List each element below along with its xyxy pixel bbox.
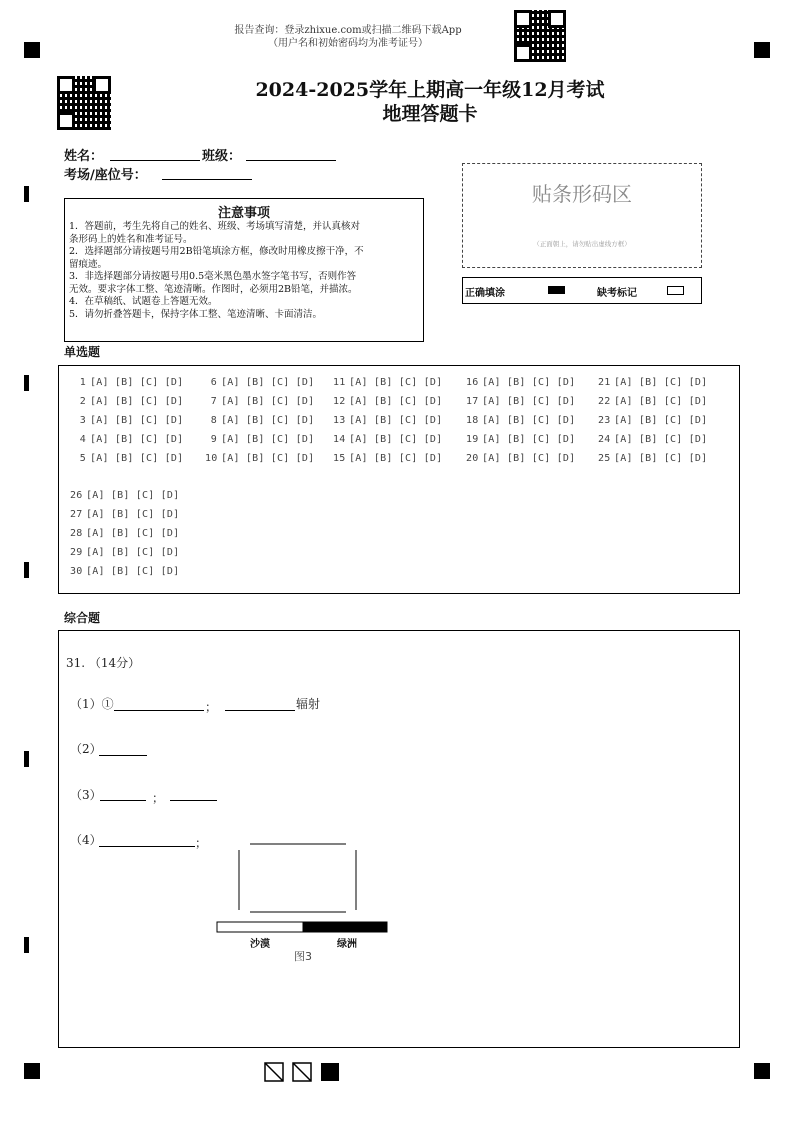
bottom-marks: [264, 1062, 344, 1084]
answer-options[interactable]: [A] [B] [C] [D]: [221, 434, 315, 445]
answer-options[interactable]: [A] [B] [C] [D]: [90, 396, 184, 407]
answer-options[interactable]: [A] [B] [C] [D]: [86, 547, 180, 558]
answer-options[interactable]: [A] [B] [C] [D]: [614, 415, 708, 426]
question-row[interactable]: [74, 453, 183, 464]
question-row[interactable]: [70, 490, 179, 501]
correct-fill-label: 正确填涂: [465, 288, 505, 299]
question-row[interactable]: [74, 396, 183, 407]
notice-item: 4．在草稿纸、试题卷上答题无效。: [69, 296, 218, 307]
answer-options[interactable]: [A] [B] [C] [D]: [349, 453, 443, 464]
question-number: 27: [70, 509, 83, 520]
question-row[interactable]: [205, 396, 314, 407]
report-query-note: [200, 24, 496, 50]
question-row[interactable]: [70, 528, 179, 539]
figure-label-oasis: 绿洲: [337, 939, 357, 950]
title-line2: 地理答题卡: [382, 103, 478, 125]
part-2-label: （2）: [70, 742, 102, 756]
timing-mark: [24, 186, 29, 202]
registration-mark-bottom-right: [754, 1063, 770, 1079]
question-row[interactable]: [205, 453, 314, 464]
answer-options[interactable]: [A] [B] [C] [D]: [482, 396, 576, 407]
comprehensive-label: 综合题: [64, 611, 101, 625]
question-number: 3: [79, 415, 86, 426]
question-row[interactable]: [333, 415, 442, 426]
question-row[interactable]: [333, 434, 442, 445]
question-row[interactable]: [74, 415, 183, 426]
class-label: 班级：: [202, 149, 242, 164]
correct-fill-sample: [548, 286, 565, 294]
notice-item: 3．非选择题部分请按题号用0.5毫米黑色墨水签字笔书写，否则作答: [69, 271, 357, 282]
question-number: 20: [466, 453, 479, 464]
registration-mark-top-right: [754, 42, 770, 58]
page-title: [180, 78, 680, 126]
question-row[interactable]: [74, 377, 183, 388]
question-number: 1: [79, 377, 86, 388]
question-number: 9: [210, 434, 217, 445]
figure-caption: 图3: [294, 950, 312, 963]
question-row[interactable]: [205, 434, 314, 445]
question-row[interactable]: [74, 434, 183, 445]
notice-item: 2．选择题部分请按题号用2B铅笔填涂方框，修改时用橡皮擦干净，不: [69, 246, 364, 257]
part-1-suffix: 辐射: [296, 697, 321, 711]
question-row[interactable]: [598, 396, 707, 407]
notice-item: 1．答题前，考生先将自己的姓名、班级、考场填写清楚，并认真核对: [69, 221, 361, 232]
question-row[interactable]: [466, 377, 575, 388]
question-row[interactable]: [70, 566, 179, 577]
answer-options[interactable]: [A] [B] [C] [D]: [349, 377, 443, 388]
question-row[interactable]: [333, 453, 442, 464]
part-1-separator: ；: [205, 700, 218, 714]
title-line1: 2024-2025学年上期高一年级12月考试: [255, 79, 605, 101]
answer-options[interactable]: [A] [B] [C] [D]: [221, 415, 315, 426]
question-number: 29: [70, 547, 83, 558]
answer-options[interactable]: [A] [B] [C] [D]: [482, 453, 576, 464]
question-row[interactable]: [598, 434, 707, 445]
part-3-label: （3）: [70, 788, 102, 802]
question-row[interactable]: [70, 547, 179, 558]
answer-options[interactable]: [A] [B] [C] [D]: [482, 434, 576, 445]
question-number: 15: [333, 453, 346, 464]
question-number: 8: [210, 415, 217, 426]
notice-box: [64, 198, 424, 342]
question-row[interactable]: [205, 415, 314, 426]
answer-options[interactable]: [A] [B] [C] [D]: [349, 396, 443, 407]
notice-item: 条形码上的姓名和准考证号。: [69, 233, 193, 245]
notice-item: 5．请勿折叠答题卡，保持字体工整、笔迹清晰、卡面清洁。: [69, 308, 323, 320]
barcode-area: [462, 163, 702, 268]
question-number: 30: [70, 566, 83, 577]
answer-options[interactable]: [A] [B] [C] [D]: [349, 415, 443, 426]
question-number: 22: [598, 396, 611, 407]
question-row[interactable]: [598, 377, 707, 388]
question-31-title: 31. （14分）: [66, 656, 141, 670]
question-number: 21: [598, 377, 611, 388]
answer-options[interactable]: [A] [B] [C] [D]: [90, 434, 184, 445]
question-number: 18: [466, 415, 479, 426]
absent-mark-label: 缺考标记: [597, 288, 637, 299]
single-choice-label: 单选题: [64, 345, 101, 359]
notice-title: 注意事项: [217, 206, 270, 221]
question-row[interactable]: [466, 453, 575, 464]
answer-options[interactable]: [A] [B] [C] [D]: [90, 377, 184, 388]
answer-options[interactable]: [A] [B] [C] [D]: [482, 377, 576, 388]
answer-options[interactable]: [A] [B] [C] [D]: [86, 566, 180, 577]
seat-field[interactable]: [162, 179, 252, 180]
question-number: 6: [210, 377, 217, 388]
answer-options[interactable]: [A] [B] [C] [D]: [614, 453, 708, 464]
question-row[interactable]: [70, 509, 179, 520]
absent-mark-box[interactable]: [667, 286, 684, 295]
name-field[interactable]: [110, 160, 200, 161]
answer-options[interactable]: [A] [B] [C] [D]: [614, 434, 708, 445]
question-number: 19: [466, 434, 479, 445]
timing-mark: [24, 375, 29, 391]
report-query-line1: 报告查询：登录zhixue.com或扫描二维码下载App: [234, 25, 462, 36]
timing-mark: [24, 751, 29, 767]
part-3-blank-2[interactable]: [170, 800, 217, 801]
question-number: 25: [598, 453, 611, 464]
figure-3-drawing[interactable]: [210, 838, 400, 938]
part-2-blank[interactable]: [99, 755, 147, 756]
question-number: 11: [333, 377, 346, 388]
question-row[interactable]: [466, 434, 575, 445]
answer-options[interactable]: [A] [B] [C] [D]: [86, 528, 180, 539]
seat-label: 考场/座位号：: [64, 168, 147, 183]
question-row[interactable]: [466, 415, 575, 426]
answer-options[interactable]: [A] [B] [C] [D]: [349, 434, 443, 445]
question-number: 26: [70, 490, 83, 501]
answer-options[interactable]: [A] [B] [C] [D]: [221, 377, 315, 388]
figure-label-desert: 沙漠: [250, 939, 270, 950]
class-field[interactable]: [246, 160, 336, 161]
answer-options[interactable]: [A] [B] [C] [D]: [221, 453, 315, 464]
part-4-label: （4）: [70, 833, 102, 847]
notice-item: 无效。要求字体工整、笔迹清晰。作图时，必须用2B铅笔，并描浓。: [69, 283, 358, 295]
fill-legend: [462, 277, 702, 304]
question-number: 5: [79, 453, 86, 464]
registration-mark-bottom-left: [24, 1063, 40, 1079]
question-row[interactable]: [598, 415, 707, 426]
question-row[interactable]: [205, 377, 314, 388]
barcode-area-hint: （正面朝上，请勿贴出虚线方框）: [533, 240, 631, 248]
question-number: 14: [333, 434, 346, 445]
name-label: 姓名：: [64, 149, 104, 164]
answer-options[interactable]: [A] [B] [C] [D]: [614, 396, 708, 407]
answer-options[interactable]: [A] [B] [C] [D]: [614, 377, 708, 388]
registration-mark-top-left: [24, 42, 40, 58]
question-row[interactable]: [466, 396, 575, 407]
question-number: 23: [598, 415, 611, 426]
desert-bar: [217, 922, 303, 932]
part-4-separator: ；: [195, 836, 208, 850]
answer-options[interactable]: [A] [B] [C] [D]: [221, 396, 315, 407]
part-3-separator: ；: [152, 791, 165, 805]
question-number: 2: [79, 396, 86, 407]
question-number: 4: [79, 434, 86, 445]
question-number: 12: [333, 396, 346, 407]
answer-options[interactable]: [A] [B] [C] [D]: [86, 490, 180, 501]
filled-box: [321, 1063, 339, 1081]
answer-options[interactable]: [A] [B] [C] [D]: [90, 453, 184, 464]
question-number: 13: [333, 415, 346, 426]
qr-code-left: [57, 76, 111, 130]
report-query-line2: （用户名和初始密码均为准考证号）: [268, 38, 428, 49]
answer-options[interactable]: [A] [B] [C] [D]: [86, 509, 180, 520]
notice-item: 留痕迹。: [69, 258, 108, 270]
timing-mark: [24, 937, 29, 953]
timing-mark: [24, 562, 29, 578]
barcode-area-label: 贴条形码区: [532, 182, 632, 206]
question-number: 7: [210, 396, 217, 407]
question-row[interactable]: [333, 396, 442, 407]
question-number: 17: [466, 396, 479, 407]
part-4-blank[interactable]: [99, 846, 195, 847]
part-3-blank-1[interactable]: [100, 800, 146, 801]
qr-code-top: [514, 10, 566, 62]
question-number: 24: [598, 434, 611, 445]
answer-options[interactable]: [A] [B] [C] [D]: [90, 415, 184, 426]
question-row[interactable]: [598, 453, 707, 464]
part-1-label: （1）①: [70, 697, 114, 711]
question-number: 28: [70, 528, 83, 539]
part-1-blank-1[interactable]: [114, 710, 204, 711]
question-number: 10: [205, 453, 218, 464]
oasis-bar: [303, 922, 387, 932]
question-number: 16: [466, 377, 479, 388]
answer-options[interactable]: [A] [B] [C] [D]: [482, 415, 576, 426]
part-1-blank-2[interactable]: [225, 710, 295, 711]
question-row[interactable]: [333, 377, 442, 388]
